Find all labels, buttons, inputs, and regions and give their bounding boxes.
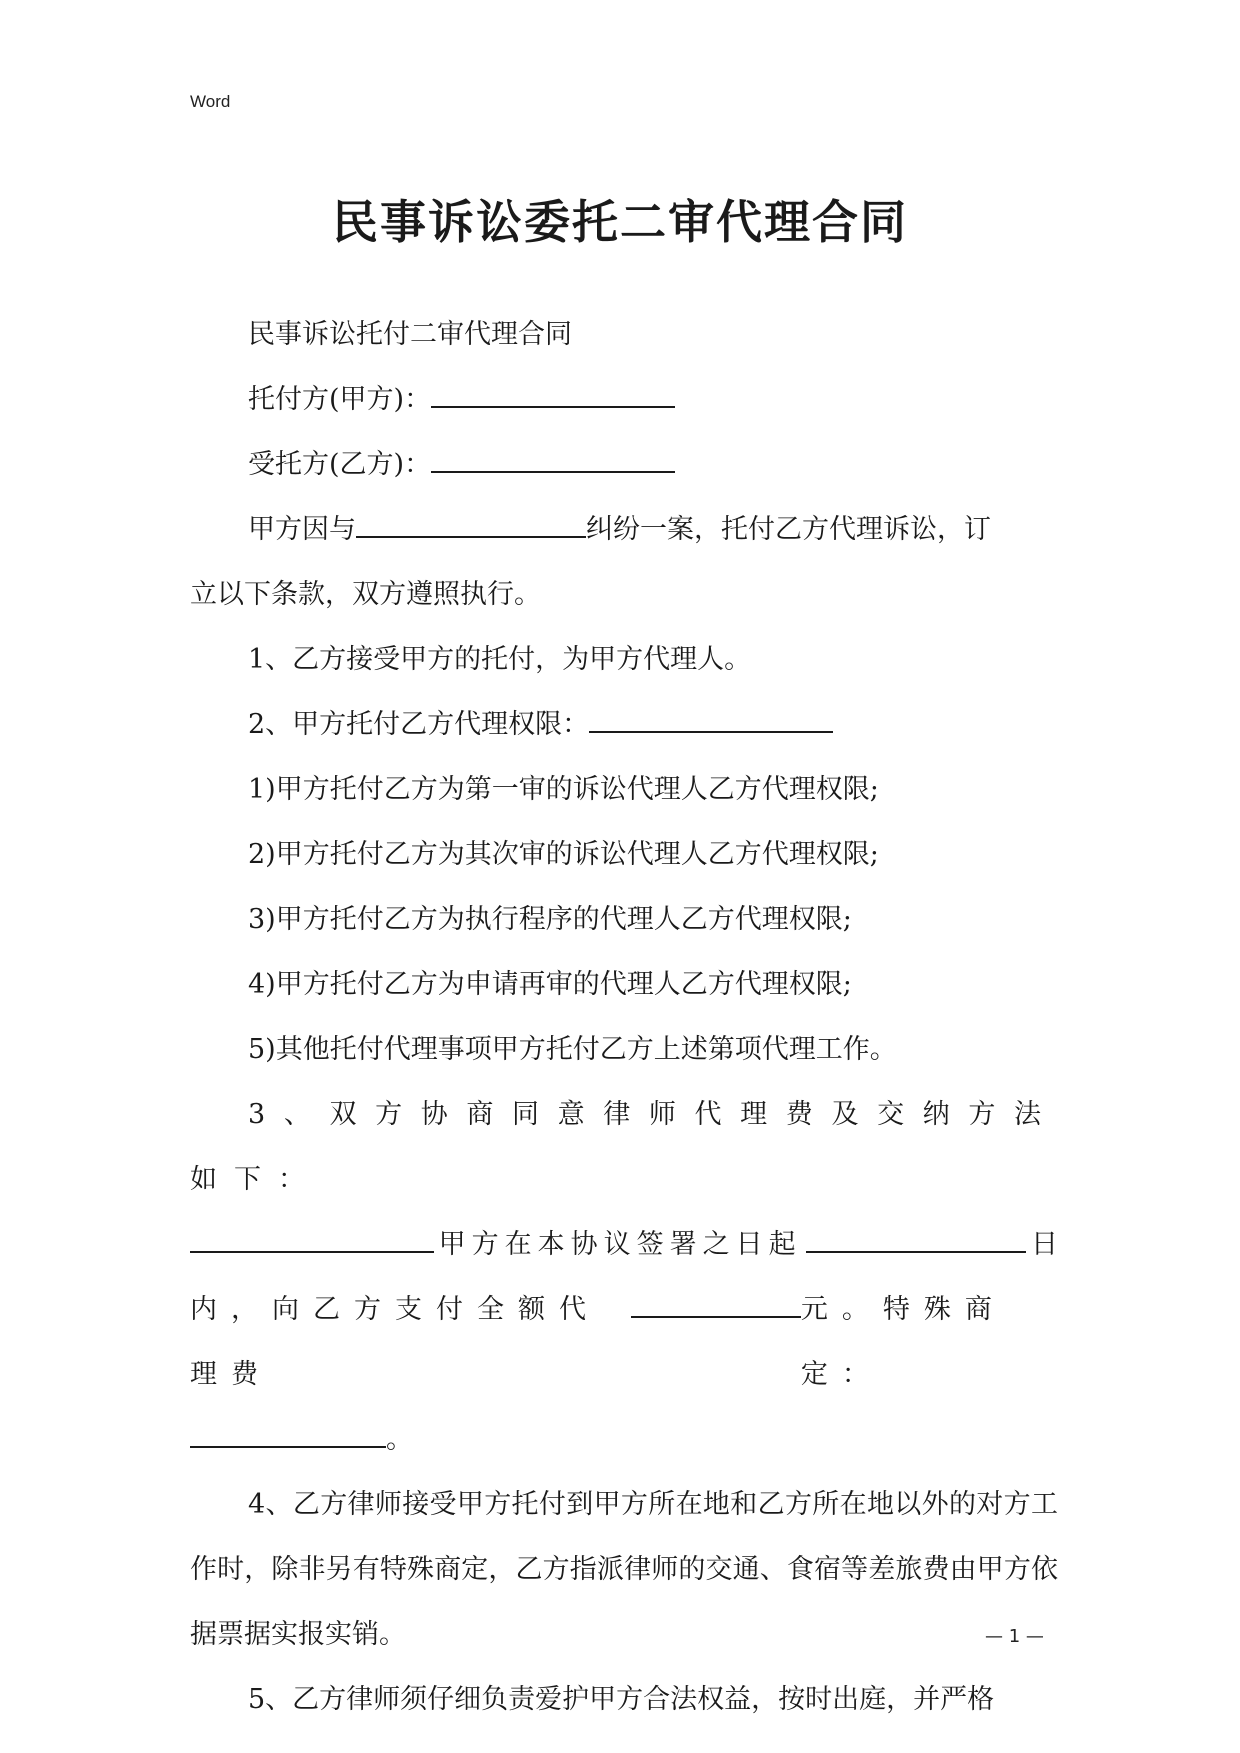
clause-3-text-2: 甲方在本协议签署之日起 [438,1229,802,1260]
clause-3-line-4 [190,1407,1058,1472]
clause-3-line-3 [190,1277,1058,1407]
clause-5: 5、乙方律师须仔细负责爱护甲方合法权益，按时出庭，并严格 [248,1684,995,1715]
contract-subtitle: 民事诉讼托付二审代理合同 [248,319,572,350]
clause-2-label: 2、甲方托付乙方代理权限： [248,709,590,740]
intro-text-1: 甲方因与 [248,514,356,545]
document-header-label: Word [190,92,231,111]
clause-3-text-4: 内，向乙方支付全额代理费 [190,1294,600,1390]
page-number: — 1 — [985,1626,1044,1647]
clause-3-end: 。 [386,1424,413,1455]
party-b-blank [431,447,675,473]
intro-text-2: 纠纷一案，托付乙方代理诉讼，订 [586,514,991,545]
clause-3-text-5: 元。特殊商定： [800,1294,1006,1390]
special-agreement-blank [190,1422,386,1448]
party-b-line [190,432,1058,497]
clause-2-item-2: 2)甲方托付乙方为其次审的诉讼代理人乙方代理权限; [248,839,879,870]
dispute-party-blank [356,512,586,538]
clause-3: 3、双方协商同意律师代理费及交纳方法如下： [190,1099,1058,1195]
clause-2-item-5: 5)其他托付代理事项甲方托付乙方上述第项代理工作。 [248,1034,897,1065]
intro-paragraph-cont: 立以下条款，双方遵照执行。 [190,579,541,610]
party-a-blank [431,382,675,408]
clause-3-text-3: 日 [1030,1229,1058,1260]
party-b-label: 受托方(乙方)： [248,449,432,480]
clause-2-item-1: 1)甲方托付乙方为第一审的诉讼代理人乙方代理权限; [248,774,879,805]
document-body [190,302,1058,1732]
document-title: 民事诉讼委托二审代理合同 [332,195,908,249]
fee-amount-blank [631,1292,801,1318]
clause-2 [190,692,1058,757]
clause-3-line-2 [190,1212,1058,1277]
clause-2-item-4: 4)甲方托付乙方为申请再审的代理人乙方代理权限; [248,969,852,1000]
clause-4: 4、乙方律师接受甲方托付到甲方所在地和乙方所在地以外的对方工作时，除非另有特殊商定，乙方指派律师的交通、食宿等差旅费由甲方依据票据实报实销。 [190,1489,1058,1650]
party-a-line [190,367,1058,432]
fee-method-blank [190,1227,434,1253]
authority-blank [589,707,833,733]
intro-paragraph [190,497,1058,562]
clause-2-item-3: 3)甲方托付乙方为执行程序的代理人乙方代理权限; [248,904,852,935]
payment-days-blank [806,1227,1026,1253]
party-a-label: 托付方(甲方)： [248,384,432,415]
clause-1: 1、乙方接受甲方的托付，为甲方代理人。 [248,644,752,675]
